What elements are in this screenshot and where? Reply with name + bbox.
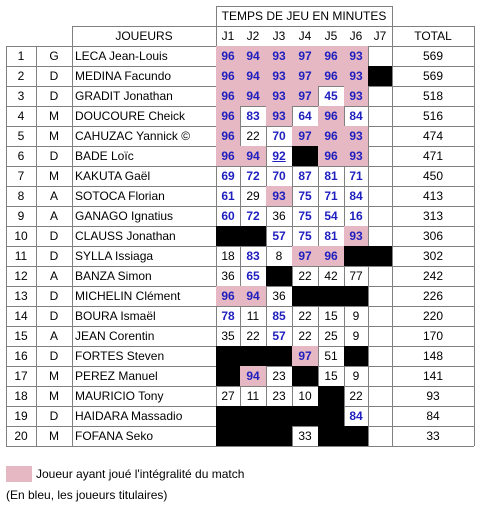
row-total: 516 — [422, 109, 444, 123]
minutes-cell: 54 — [324, 209, 338, 223]
row-rank: 11 — [14, 249, 28, 263]
minutes-cell — [368, 86, 392, 106]
player-name: HAIDARA Massadio — [75, 409, 183, 423]
group-title: TEMPS DE JEU EN MINUTES — [221, 9, 387, 23]
minutes-cell: 33 — [298, 429, 312, 443]
player-name: MEDINA Facundo — [75, 69, 172, 83]
minutes-cell: 93 — [266, 186, 292, 206]
minutes-cell — [240, 426, 266, 446]
minutes-cell — [318, 426, 344, 446]
row-total: 93 — [426, 389, 440, 403]
minutes-cell — [216, 406, 240, 426]
minutes-cell — [266, 346, 292, 366]
minutes-cell — [368, 246, 392, 266]
player-name: BADE Loïc — [75, 149, 134, 163]
minutes-cell: 84 — [349, 109, 363, 123]
minutes-cell: 78 — [221, 309, 235, 323]
minutes-cell: 96 — [216, 146, 240, 166]
minutes-cell — [368, 146, 392, 166]
minutes-cell: 97 — [292, 246, 318, 266]
row-total: 313 — [422, 209, 444, 223]
minutes-cell: 96 — [216, 46, 240, 66]
match-header-j5: J5 — [324, 29, 338, 43]
minutes-cell: 61 — [221, 189, 235, 203]
minutes-cell — [266, 426, 292, 446]
row-rank: 12 — [14, 269, 28, 283]
minutes-cell: 75 — [298, 189, 312, 203]
row-position: M — [49, 169, 59, 183]
player-name: BOURA Ismaël — [75, 309, 156, 323]
minutes-cell — [318, 286, 344, 306]
row-total: 148 — [422, 349, 444, 363]
row-total: 471 — [422, 149, 444, 163]
row-total: 413 — [422, 189, 444, 203]
minutes-cell: 60 — [221, 209, 235, 223]
minutes-cell: 36 — [221, 269, 235, 283]
player-name: SOTOCA Florian — [75, 189, 165, 203]
row-position: D — [49, 409, 59, 423]
minutes-cell — [344, 346, 368, 366]
minutes-cell: 11 — [246, 389, 260, 403]
minutes-cell: 97 — [292, 46, 318, 66]
row-position: A — [49, 209, 58, 223]
minutes-cell: 15 — [324, 309, 338, 323]
minutes-cell: 29 — [246, 189, 260, 203]
minutes-cell — [368, 326, 392, 346]
match-header-j3: J3 — [272, 29, 286, 43]
row-position: D — [49, 349, 59, 363]
minutes-cell: 93 — [344, 146, 368, 166]
minutes-cell: 72 — [246, 209, 260, 223]
minutes-cell: 45 — [324, 89, 338, 103]
minutes-cell: 22 — [246, 329, 260, 343]
minutes-cell — [318, 386, 344, 406]
row-total: 33 — [426, 429, 440, 443]
full-match-legend-swatch — [6, 466, 32, 482]
minutes-cell: 97 — [292, 126, 318, 146]
minutes-cell: 15 — [324, 369, 338, 383]
minutes-cell: 96 — [318, 126, 344, 146]
row-total: 518 — [422, 89, 444, 103]
minutes-cell: 51 — [324, 349, 338, 363]
row-position: M — [49, 109, 59, 123]
minutes-cell: 18 — [221, 249, 235, 263]
minutes-cell: 35 — [221, 329, 235, 343]
row-total: 226 — [422, 289, 444, 303]
minutes-cell: 65 — [246, 269, 260, 283]
minutes-cell: 94 — [240, 366, 266, 386]
minutes-cell: 96 — [216, 286, 240, 306]
row-total: 450 — [422, 169, 444, 183]
minutes-cell: 96 — [216, 126, 240, 146]
minutes-cell — [368, 286, 392, 306]
minutes-cell — [266, 406, 292, 426]
row-rank: 7 — [17, 169, 25, 183]
row-rank: 19 — [14, 409, 28, 423]
row-total: 474 — [422, 129, 444, 143]
minutes-cell: 22 — [298, 269, 312, 283]
minutes-cell — [368, 66, 392, 86]
row-rank: 8 — [17, 189, 25, 203]
row-total: 170 — [422, 329, 444, 343]
minutes-cell: 57 — [272, 329, 286, 343]
minutes-cell: 9 — [352, 329, 360, 343]
minutes-cell: 93 — [344, 86, 368, 106]
minutes-cell: 9 — [352, 309, 360, 323]
minutes-cell — [368, 426, 392, 446]
row-rank: 1 — [17, 49, 25, 63]
minutes-cell: 84 — [349, 189, 363, 203]
minutes-cell: 96 — [318, 46, 344, 66]
minutes-cell: 71 — [349, 169, 363, 183]
match-header-j7: J7 — [373, 29, 387, 43]
player-name: DOUCOURE Cheick — [75, 109, 186, 123]
row-position: A — [49, 329, 58, 343]
minutes-cell — [240, 406, 266, 426]
row-rank: 18 — [14, 389, 28, 403]
row-rank: 16 — [14, 349, 28, 363]
minutes-cell: 23 — [272, 369, 286, 383]
minutes-cell: 96 — [318, 146, 344, 166]
minutes-cell: 70 — [272, 169, 286, 183]
minutes-cell — [240, 226, 266, 246]
minutes-cell: 97 — [292, 86, 318, 106]
minutes-cell: 93 — [266, 106, 292, 126]
players-header: JOUEURS — [115, 29, 173, 43]
minutes-cell — [344, 246, 368, 266]
minutes-cell: 93 — [266, 46, 292, 66]
row-rank: 4 — [17, 109, 25, 123]
player-name: KAKUTA Gaël — [75, 169, 151, 183]
minutes-cell: 96 — [216, 86, 240, 106]
minutes-cell — [368, 46, 392, 66]
minutes-cell — [216, 426, 240, 446]
minutes-cell — [368, 366, 392, 386]
minutes-cell: 96 — [318, 66, 344, 86]
minutes-cell: 22 — [298, 309, 312, 323]
player-name: CLAUSS Jonathan — [75, 229, 176, 243]
row-position: D — [49, 89, 59, 103]
row-position: D — [49, 149, 59, 163]
minutes-cell: 27 — [221, 389, 235, 403]
minutes-cell: 75 — [298, 209, 312, 223]
player-name: MICHELIN Clément — [75, 289, 181, 303]
row-position: M — [49, 429, 59, 443]
minutes-cell: 96 — [318, 246, 344, 266]
minutes-cell — [368, 386, 392, 406]
row-total: 242 — [422, 269, 444, 283]
player-name: SYLLA Issiaga — [75, 249, 154, 263]
minutes-cell: 83 — [246, 249, 260, 263]
total-header: TOTAL — [414, 29, 452, 43]
minutes-cell: 96 — [318, 106, 344, 126]
row-rank: 20 — [14, 429, 28, 443]
minutes-cell: 93 — [266, 86, 292, 106]
minutes-cell: 83 — [246, 109, 260, 123]
minutes-cell: 57 — [272, 229, 286, 243]
match-header-j2: J2 — [246, 29, 260, 43]
minutes-cell: 96 — [216, 106, 240, 126]
minutes-cell: 22 — [246, 129, 260, 143]
minutes-cell — [292, 146, 318, 166]
row-position: M — [49, 389, 59, 403]
player-name: GRADIT Jonathan — [75, 89, 173, 103]
minutes-cell: 9 — [352, 369, 360, 383]
legend-full-match-text: Joueur ayant joué l'intégralité du match — [36, 467, 245, 481]
player-name: GANAGO Ignatius — [75, 209, 174, 223]
minutes-cell: 94 — [240, 66, 266, 86]
player-name: FOFANA Seko — [75, 429, 154, 443]
row-rank: 10 — [14, 229, 28, 243]
minutes-cell — [368, 206, 392, 226]
row-position: A — [49, 189, 58, 203]
player-name: MAURICIO Tony — [75, 389, 164, 403]
match-header-j4: J4 — [298, 29, 312, 43]
minutes-cell — [344, 426, 368, 446]
minutes-cell: 22 — [298, 329, 312, 343]
minutes-cell: 69 — [221, 169, 235, 183]
minutes-cell — [292, 366, 318, 386]
minutes-cell: 94 — [240, 286, 266, 306]
row-total: 302 — [422, 249, 444, 263]
minutes-cell: 96 — [216, 66, 240, 86]
minutes-cell: 8 — [275, 249, 283, 263]
row-position: D — [49, 249, 59, 263]
row-rank: 15 — [14, 329, 28, 343]
minutes-cell — [368, 106, 392, 126]
player-name: PEREZ Manuel — [75, 369, 158, 383]
minutes-cell — [216, 226, 240, 246]
row-total: 220 — [422, 309, 444, 323]
row-total: 141 — [422, 369, 444, 383]
row-position: D — [49, 289, 59, 303]
minutes-cell: 72 — [246, 169, 260, 183]
minutes-cell — [240, 346, 266, 366]
minutes-cell — [368, 266, 392, 286]
minutes-cell: 94 — [240, 46, 266, 66]
minutes-cell: 84 — [349, 409, 363, 423]
minutes-cell: 25 — [324, 329, 338, 343]
row-rank: 9 — [17, 209, 25, 223]
minutes-cell: 36 — [272, 289, 286, 303]
row-total: 84 — [426, 409, 440, 423]
minutes-cell: 94 — [240, 146, 266, 166]
row-total: 569 — [422, 49, 444, 63]
minutes-cell: 87 — [298, 169, 312, 183]
player-name: JEAN Corentin — [75, 329, 155, 343]
row-rank: 2 — [17, 69, 25, 83]
row-position: D — [49, 69, 59, 83]
minutes-cell — [368, 186, 392, 206]
minutes-cell: 11 — [246, 309, 260, 323]
minutes-cell — [344, 286, 368, 306]
minutes-cell — [368, 346, 392, 366]
minutes-cell — [368, 166, 392, 186]
minutes-cell: 93 — [266, 66, 292, 86]
match-header-j1: J1 — [221, 29, 235, 43]
minutes-cell: 97 — [292, 66, 318, 86]
minutes-cell: 70 — [272, 129, 286, 143]
minutes-cell: 93 — [344, 66, 368, 86]
minutes-cell: 75 — [298, 229, 312, 243]
minutes-cell — [318, 406, 344, 426]
minutes-cell: 77 — [349, 269, 363, 283]
minutes-cell — [292, 286, 318, 306]
row-position: A — [49, 269, 58, 283]
minutes-cell: 10 — [298, 389, 312, 403]
row-position: D — [49, 229, 59, 243]
minutes-cell: 94 — [240, 86, 266, 106]
minutes-cell: 23 — [272, 389, 286, 403]
minutes-cell: 16 — [349, 209, 363, 223]
match-header-j6: J6 — [349, 29, 363, 43]
row-total: 306 — [422, 229, 444, 243]
minutes-cell — [368, 126, 392, 146]
row-total: 569 — [422, 69, 444, 83]
row-rank: 14 — [14, 309, 28, 323]
minutes-cell — [292, 406, 318, 426]
player-name: LECA Jean-Louis — [75, 49, 168, 63]
row-rank: 3 — [17, 89, 25, 103]
minutes-cell — [216, 346, 240, 366]
minutes-cell — [368, 306, 392, 326]
row-position: D — [49, 309, 59, 323]
minutes-cell: 81 — [324, 169, 338, 183]
minutes-cell: 71 — [324, 189, 338, 203]
minutes-cell: 36 — [272, 209, 286, 223]
row-rank: 6 — [17, 149, 25, 163]
minutes-cell: 93 — [344, 46, 368, 66]
player-name: FORTES Steven — [75, 349, 165, 363]
minutes-cell — [216, 366, 240, 386]
minutes-cell: 64 — [298, 109, 312, 123]
minutes-cell: 93 — [344, 126, 368, 146]
minutes-cell: 42 — [324, 269, 338, 283]
row-rank: 17 — [14, 369, 28, 383]
legend-starters-text: (En bleu, les joueurs titulaires) — [6, 488, 168, 502]
minutes-cell: 81 — [324, 229, 338, 243]
minutes-cell: 92 — [272, 149, 286, 163]
minutes-cell: 97 — [292, 346, 318, 366]
row-position: G — [49, 49, 59, 63]
minutes-cell — [266, 266, 292, 286]
minutes-cell: 85 — [272, 309, 286, 323]
player-name: CAHUZAC Yannick © — [75, 129, 191, 143]
minutes-cell — [368, 226, 392, 246]
minutes-cell: 93 — [344, 226, 368, 246]
row-position: M — [49, 129, 59, 143]
minutes-cell — [368, 406, 392, 426]
row-position: M — [49, 369, 59, 383]
row-rank: 5 — [17, 129, 25, 143]
row-rank: 13 — [14, 289, 28, 303]
minutes-cell: 22 — [349, 389, 363, 403]
player-name: BANZA Simon — [75, 269, 152, 283]
